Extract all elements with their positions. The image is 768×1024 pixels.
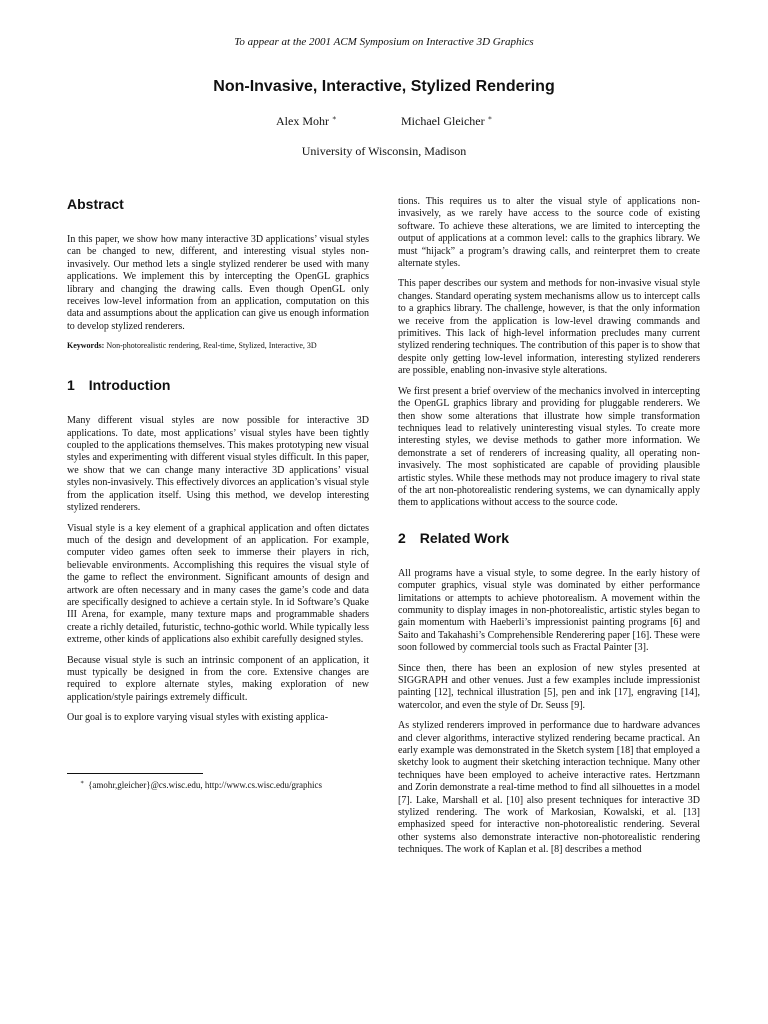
abstract-heading: Abstract	[67, 196, 124, 212]
author-name: Alex Mohr	[276, 114, 329, 128]
intro-paragraph: Visual style is a key element of a graphical application and often dictates much of the design and development of an application. For example, computer video games often seek to immerse their players in rich, believable environments. Accomplishing this requires the visual style of the game to reflect the environment. Significant amounts of design and artwork are often necessary and in many cases the game’s code and data are specifically designed to achieve a certain style. In id Software’s Quake III Arena, for example, many texture maps and programmable shaders create a richly detailed, futuristic, techno-gothic world. While typically less extreme, other kinds of applications also exhibit carefully designed styles.	[67, 522, 369, 646]
author-footnote-mark: ∗	[332, 114, 337, 122]
related-work-heading	[398, 530, 700, 546]
footnote	[80, 779, 322, 790]
intro-paragraph: This paper describes our system and methods for non-invasive visual style changes. Standard operating system mechanisms allow us to intercept calls to a graphics library. The challenge, however, is that the only information we receive from the application is low-level drawing commands and primitives. This lack of high-level information precludes many current stylized rendering techniques. The contribution of this paper is to show that despite only getting low-level information, interesting stylized renderers are possible, enabling non-invasive style alterations.	[398, 278, 700, 377]
left-column	[67, 196, 369, 733]
intro-paragraph: tions. This requires us to alter the visual style of applications non-invasively, as we rarely have access to the source code of existing software. To achieve these alterations, we are limited to intercepting the output of applications at a common level: calls to the graphics library. We must “hijack” a program’s drawing calls, and reinterpret them to create alternate styles.	[398, 196, 700, 270]
section-number: 2	[398, 529, 406, 546]
right-column	[398, 196, 700, 865]
footnote-text: {amohr,gleicher}@cs.wisc.edu, http://www.cs.wisc.edu/graphics	[88, 780, 323, 790]
keywords-text: Non-photorealistic rendering, Real-time, Stylized, Interactive, 3D	[106, 341, 317, 351]
footnote-mark: ∗	[80, 780, 85, 786]
related-paragraph: Since then, there has been an explosion of new styles presented at SIGGRAPH and other venues. Just a few examples include impressionist painting [12], technical illustration [5], pen and ink [17], engraving [14], watercolor, and even the style of Dr. Seuss [9].	[398, 662, 700, 711]
introduction-heading	[67, 377, 369, 393]
author-name: Michael Gleicher	[401, 114, 485, 128]
paper-title: Non-Invasive, Interactive, Stylized Rendering	[213, 78, 555, 95]
author-1	[276, 114, 337, 129]
affiliation: University of Wisconsin, Madison	[301, 144, 467, 158]
author-footnote-mark: ∗	[487, 114, 493, 122]
section-number: 1	[67, 377, 75, 394]
keywords	[67, 341, 369, 351]
related-paragraph: All programs have a visual style, to some degree. In the early history of computer graphics, visual style was dominated by either performance limitations or attempts to achieve photorealism. A movement within the community to display images in non-photorealistic, artistic styles began to gain momentum with Haeberli’s impressionist painting programs [6] and Saito and Takahashi’s Comprehensible Renderering paper [16]. These were soon followed by commercial tools such as Fractal Painter [3].	[398, 567, 700, 654]
section-title: Introduction	[88, 377, 171, 394]
intro-paragraph: Our goal is to explore varying visual styles with existing applica-	[67, 712, 329, 724]
venue-line: To appear at the 2001 ACM Symposium on Interactive 3D Graphics	[234, 36, 534, 48]
author-2	[401, 114, 492, 129]
intro-paragraph: We first present a brief overview of the mechanics involved in intercepting the OpenGL graphics library and providing for pluggable renderers. We then show some alterations that illustrate how simple transformation techniques lead to relatively uninteresting visual styles. To create more interesting styles, we devise methods to gather more information. We demonstrate a set of renderers of increasing quality, all operating non-invasively. The most sophisticated are capable of providing plausible artistic styles. While these methods may not produce imagery to rival state of the art non-photorealistic rendering systems, we can dynamically apply them to applications without access to the source code.	[398, 385, 700, 509]
intro-paragraph: Because visual style is such an intrinsic component of an application, it must typically be designed in from the core. Extensive changes are required to explore alternate styles, making exploration of new application/style pairings extremely difficult.	[67, 654, 369, 703]
abstract-paragraph: In this paper, we show how many interactive 3D applications’ visual styles can be changed to new, different, and interesting visual styles non-invasively. Our method lets a single stylized renderer be used with many applications. We implement this by intercepting the OpenGL graphics library and changing the drawing calls. Even though OpenGL only receives low-level information from an application, computation on this data and assumptions about the application can give us enough information to develop stylized renderers.	[67, 234, 369, 332]
footnote-rule	[67, 773, 203, 774]
keywords-label: Keywords:	[67, 341, 105, 351]
related-paragraph: As stylized renderers improved in performance due to hardware advances and clever algorithms, interactive stylized rendering became practical. An early example was demonstrated in the Sketch system [18] that employed a sketchy look to augment their sketching interaction technique. Many other techniques have been employed to acheive interactive rates. Hertzmann and Zorin demonstrate a real-time method to find all silhouettes in a model [7]. Lake, Marshall et al. [10] also present techniques for interactive 3D stylized rendering. The work of Markosian, Kowalski, et al. [13] emphasized speed for interactive non-photorealistic rendering. Several other systems also demonstrate interactive non-photorealistic rendering techniques. The work of Kaplan et al. [8] describes a method	[398, 720, 700, 856]
intro-paragraph: Many different visual styles are now possible for interactive 3D applications. To date, most applications’ visual styles have been tightly coupled to the applications themselves. This makes prototyping new visual styles and experimenting with different visual styles difficult. In this paper, we show that we can change many interactive 3D applications’ visual styles non-invasively. This effectively divorces an application’s visual style from the application itself. Using this method, we develop interesting stylized renderers.	[67, 415, 369, 514]
section-title: Related Work	[419, 529, 510, 546]
